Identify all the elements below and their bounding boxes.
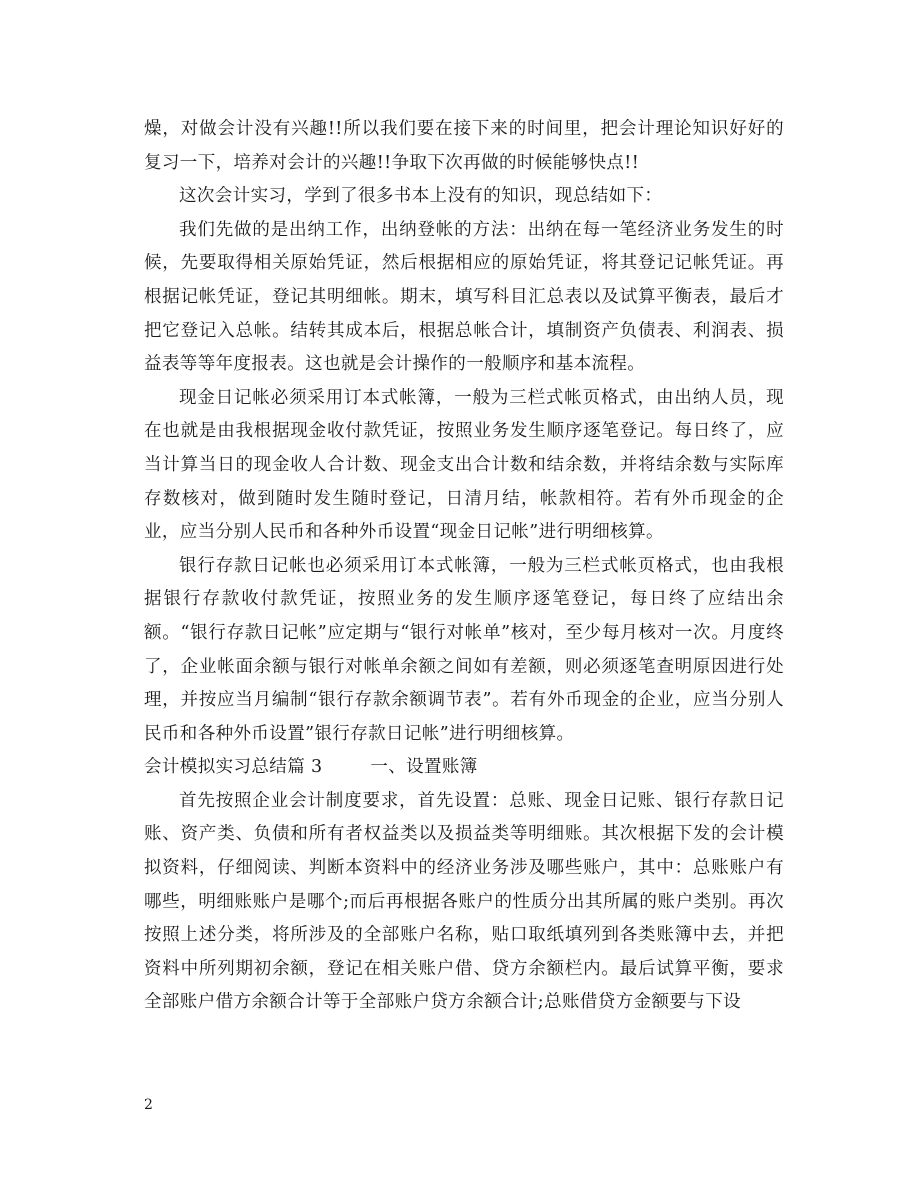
paragraph-bank-journal: 银行存款日记帐也必须采用订本式帐簿，一般为三栏式帐页格式，也由我根据银行存款收付款凭证，按照业务的发生顺序逐笔登记，每日终了应结出余额。“银行存款日记帐”应定期与“银行对帐单”核对，至少每月核对一次。月度终了，企业帐面余额与银行对帐单余额之间如有差额，则必须逐笔查明原因进行处理，并按应当月编制“银行存款余额调节表”。若有外币现金的企业，应当分别人民币和各种外币设置”银行存款日记帐”进行明细核算。	[144, 555, 784, 744]
page-number: 2	[144, 1097, 153, 1113]
paragraph-cash-journal: 现金日记帐必须采用订本式帐簿，一般为三栏式帐页格式，由出纳人员，现在也就是由我根据现金收付款凭证，按照业务发生顺序逐笔登记。每日终了，应当计算当日的现金收人合计数、现金支出合计数和结余数，并将结余数与实际库存数核对，做到随时发生随时登记，日清月结，帐款相符。若有外币现金的企业，应当分别人民币和各种外币设置“现金日记帐”进行明细核算。	[144, 387, 784, 543]
paragraph-cashier-method: 我们先做的是出纳工作，出纳登帐的方法：出纳在每一笔经济业务发生的时候，先要取得相关原始凭证，然后根据相应的原始凭证，将其登记记帐凭证。再根据记帐凭证，登记其明细帐。期末，填写科目汇总表以及试算平衡表，最后才把它登记入总帐。结转其成本后，根据总帐合计，填制资产负债表、利润表、损益表等等年度报表。这也就是会计操作的一般顺序和基本流程。	[144, 219, 784, 375]
paragraph-continuation: 燥，对做会计没有兴趣!!所以我们要在接下来的时间里，把会计理论知识好好的复习一下，培养对会计的兴趣!!争取下次再做的时候能够快点!!	[144, 119, 784, 173]
section-subtitle: 一、设置账簿	[370, 757, 478, 778]
section-title: 会计模拟实习总结篇 3	[144, 757, 323, 778]
body-text	[144, 113, 784, 1020]
section-heading	[144, 751, 784, 785]
paragraph-setup-ledgers: 首先按照企业会计制度要求，首先设置：总账、现金日记账、银行存款日记账、资产类、负债和所有者权益类以及损益类等明细账。其次根据下发的会计模拟资料，仔细阅读、判断本资料中的经济业务涉及哪些账户，其中：总账账户有哪些，明细账账户是哪个;而后再根据各账户的性质分出其所属的账户类别。再次按照上述分类，将所涉及的全部账户名称，贴口取纸填列到各类账簿中去，并把资料中所列期初余额，登记在相关账户借、贷方余额栏内。最后试算平衡，要求全部账户借方余额合计等于全部账户贷方余额合计;总账借贷方金额要与下设	[144, 790, 784, 1013]
paragraph-summary-intro: 这次会计实习，学到了很多书本上没有的知识，现总结如下：	[179, 186, 663, 207]
